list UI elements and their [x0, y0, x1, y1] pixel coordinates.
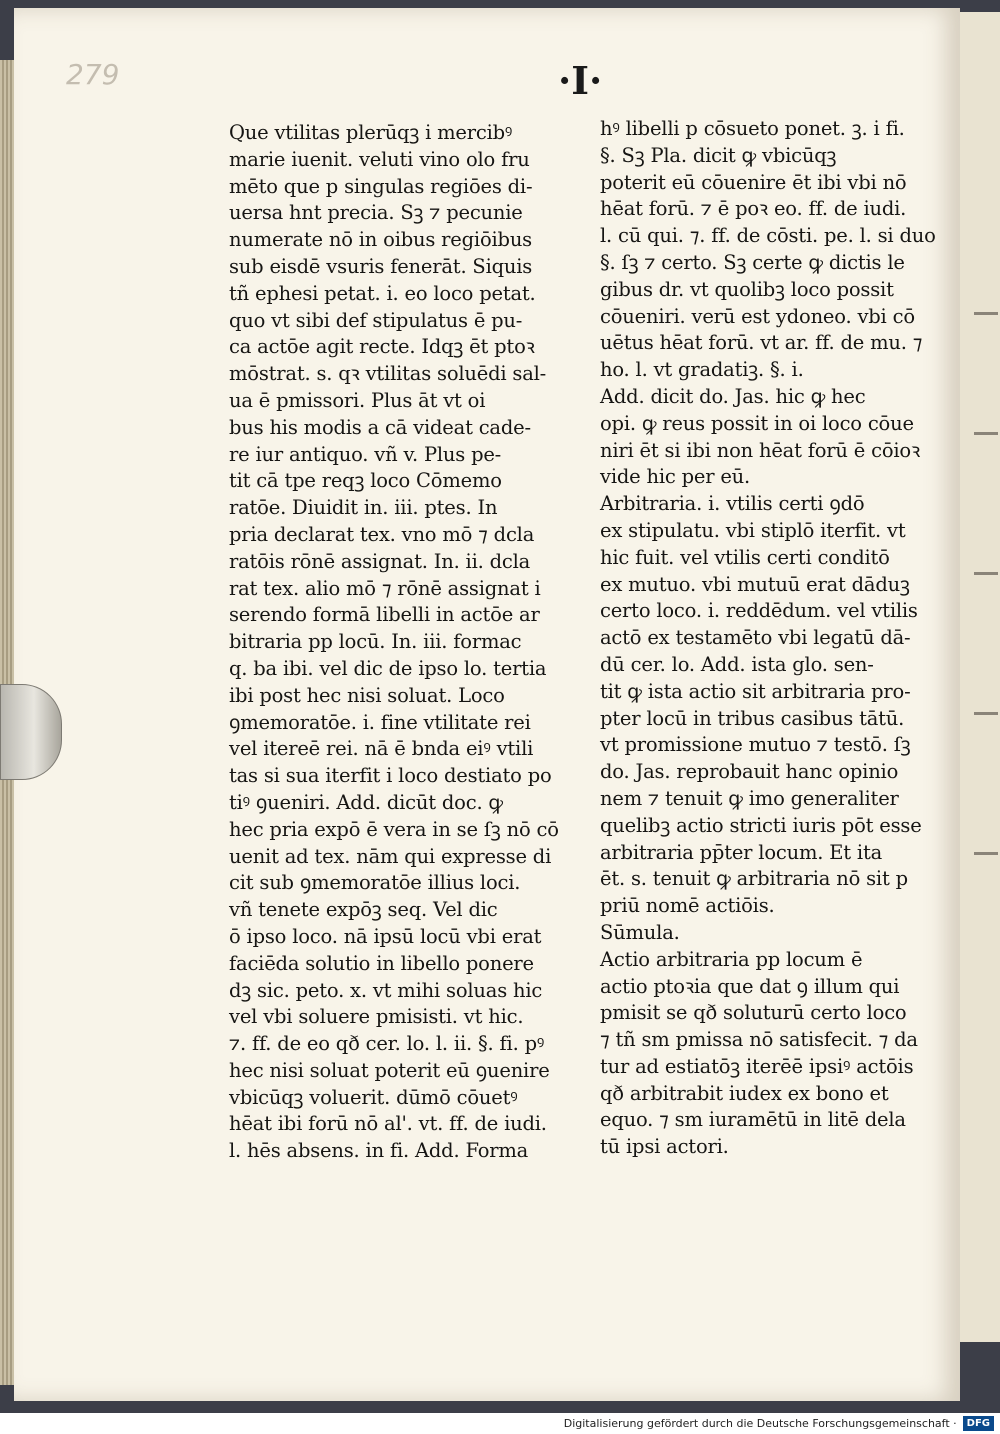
text-line: tñ ephesi petat. i. eo loco petat. — [229, 281, 536, 305]
footer-credit: Digitalisierung gefördert durch die Deutsche Forschungsgemeinschaft · — [563, 1417, 957, 1430]
signature-mark: ·I· — [558, 58, 603, 103]
text-line: opi. ꝙ reus possit in oi loco cōue — [600, 411, 914, 435]
text-line: do. Jas. reprobauit hanc opinio — [600, 760, 899, 784]
text-line: ⁊. ff. de eo qð cer. lo. l. ii. §. fi. pꝰ — [229, 1032, 545, 1056]
text-line: uenit ad tex. nām qui expresse di — [229, 844, 552, 868]
text-line: vt promissione mutuo ⁊ testō. ſꝫ — [600, 733, 911, 757]
text-line: l. cū qui. ⁊. ff. de cōsti. pe. l. si duo — [600, 224, 936, 248]
text-line: quo vt sibi def stipulatus ē pu- — [229, 308, 523, 332]
facing-page-edge — [960, 12, 1000, 1342]
text-line: ex mutuo. vbi mutuū erat dāduꝫ — [600, 572, 910, 596]
text-line: niri ēt si ibi non hēat forū ē cōioꝛ — [600, 438, 920, 462]
text-line: vel vbi soluere pmisisti. vt hic. — [229, 1005, 524, 1029]
text-line: tur ad estiatōꝫ iterēē ipsiꝰ actōis — [600, 1054, 914, 1078]
text-line: dū cer. lo. Add. ista glo. sen- — [600, 652, 874, 676]
text-line: Add. dicit do. Jas. hic ꝙ hec — [600, 384, 866, 408]
text-line: priū nomē actiōis. — [600, 894, 775, 918]
text-line: gibus dr. vt quolibꝫ loco possit — [600, 277, 894, 301]
text-line: pmisit se qð soluturū certo loco — [600, 1001, 907, 1025]
text-line: hic fuit. vel vtilis certi conditō — [600, 545, 890, 569]
text-line: hꝰ libelli p cōsueto ponet. ꝫ. i fi. — [600, 117, 905, 140]
text-line: hēat forū. ⁊ ē poꝛ eo. ff. de iudi. — [600, 197, 907, 221]
text-line: Arbitraria. i. vtilis certi ꝯdō — [600, 492, 865, 516]
text-line: marie iuenit. veluti vino olo fru — [229, 147, 530, 171]
text-line: ēt. s. tenuit ꝙ arbitraria nō sit p — [600, 867, 908, 891]
text-line: vide hic per eū. — [600, 465, 751, 489]
text-line: Que vtilitas plerūqꝫ i mercibꝰ — [229, 121, 513, 144]
text-line: actō ex testamēto vbi legatū dā- — [600, 626, 911, 650]
text-line: ō ipso loco. nā ipsū locū vbi erat — [229, 924, 542, 948]
text-line: mēto que p singulas regiōes di- — [229, 174, 533, 198]
text-line: bus his modis a cā videat cade- — [229, 415, 531, 439]
text-line: §. ſꝫ ⁊ certo. Sꝫ certe ꝙ dictis le — [600, 250, 905, 274]
dfg-logo: DFG — [963, 1416, 994, 1431]
text-line: numerate nō in oibus regiōibus — [229, 228, 532, 252]
footer-bar — [0, 1413, 1000, 1434]
text-line: vbicūqꝫ voluerit. dūmō cōuetꝰ — [229, 1085, 518, 1109]
page-clip — [0, 684, 62, 780]
text-line: bitraria pp locū. In. iii. formac — [229, 630, 522, 654]
text-line: ratōis rōnē assignat. In. ii. dcla — [229, 549, 531, 573]
text-line: quelibꝫ actio stricti iuris pōt esse — [600, 813, 922, 837]
text-line: mōstrat. s. qꝛ vtilitas soluēdi sal- — [229, 362, 547, 386]
text-line: l. hēs absens. in fi. Add. Forma — [229, 1139, 529, 1163]
text-line: tiꝰ ꝯueniri. Add. dicūt doc. ꝙ — [229, 790, 503, 814]
text-line: arbitraria pp̄ter locum. Et ita — [600, 840, 883, 864]
text-line: q. ba ibi. vel dic de ipso lo. tertia — [229, 656, 547, 680]
text-line: tū ipsi actori. — [600, 1135, 729, 1159]
text-column-left — [229, 120, 559, 1165]
text-line: equo. ⁊ sm iuramētū in litē dela — [600, 1108, 906, 1132]
text-line: ca actōe agit recte. Idqꝫ ēt ptoꝛ — [229, 335, 535, 359]
text-line: hēat ibi forū nō al'. vt. ff. de iudi. — [229, 1112, 547, 1136]
text-line: tit ꝙ ista actio sit arbitraria pro- — [600, 679, 911, 703]
text-line: ꝯmemoratōe. i. fine vtilitate rei — [229, 710, 531, 734]
text-line: ⁊ tñ sm pmissa nō satisfecit. ⁊ da — [600, 1028, 918, 1052]
text-line: vñ tenete expōꝫ seq. Vel dic — [229, 898, 498, 922]
text-line: poterit eū cōuenire ēt ibi vbi nō — [600, 170, 907, 194]
text-line: uersa hnt precia. Sꝫ ⁊ pecunie — [229, 201, 523, 225]
text-line: §. Sꝫ Pla. dicit ꝙ vbicūqꝫ — [600, 143, 837, 167]
text-column-right — [600, 116, 936, 1161]
text-line: hec nisi soluat poterit eū ꝯuenire — [229, 1058, 550, 1082]
text-line: ex stipulatu. vbi stiplō iterfit. vt — [600, 518, 906, 542]
text-line: ibi post hec nisi soluat. Loco — [229, 683, 505, 707]
text-line: actio ptoꝛia que dat ꝯ illum qui — [600, 974, 900, 998]
text-line: Sūmula. — [600, 920, 680, 944]
text-line: tas si sua iterfit i loco destiato po — [229, 764, 552, 788]
text-line: ho. l. vt gradatiꝫ. §. i. — [600, 358, 804, 382]
text-line: qð arbitrabit iudex ex bono et — [600, 1081, 889, 1105]
text-line: uētus hēat forū. vt ar. ff. de mu. ⁊ — [600, 331, 923, 355]
text-line: faciēda solutio in libello ponere — [229, 951, 534, 975]
text-line: Actio arbitraria pp locum ē — [600, 947, 863, 971]
text-line: dꝫ sic. peto. x. vt mihi soluas hic — [229, 978, 543, 1002]
text-line: ratōe. Diuidit in. iii. ptes. In — [229, 496, 498, 520]
text-line: vel itereē rei. nā ē bnda eiꝰ vtili — [229, 737, 534, 761]
text-line: sub eisdē vsuris fenerāt. Siquis — [229, 254, 533, 278]
foliation-note: 279 — [66, 58, 120, 91]
text-line: pria declarat tex. vno mō ⁊ dcla — [229, 522, 535, 546]
text-line: hec pria expō ē vera in se ſꝫ nō cō — [229, 817, 559, 841]
text-line: certo loco. i. reddēdum. vel vtilis — [600, 599, 918, 623]
text-line: serendo formā libelli in actōe ar — [229, 603, 540, 627]
text-line: cōueniri. verū est ydoneo. vbi cō — [600, 304, 915, 328]
text-line: re iur antiquo. vñ v. Plus pe- — [229, 442, 502, 466]
text-line: pter locū in tribus casibus tātū. — [600, 706, 905, 730]
text-line: nem ⁊ tenuit ꝙ imo generaliter — [600, 786, 899, 810]
text-line: cit sub ꝯmemoratōe illius loci. — [229, 871, 521, 895]
text-line: ua ē pmissori. Plus āt vt oi — [229, 388, 486, 412]
text-line: tit cā tpe reqꝫ loco Cōmemo — [229, 469, 502, 493]
text-line: rat tex. alio mō ⁊ rōnē assignat i — [229, 576, 541, 600]
